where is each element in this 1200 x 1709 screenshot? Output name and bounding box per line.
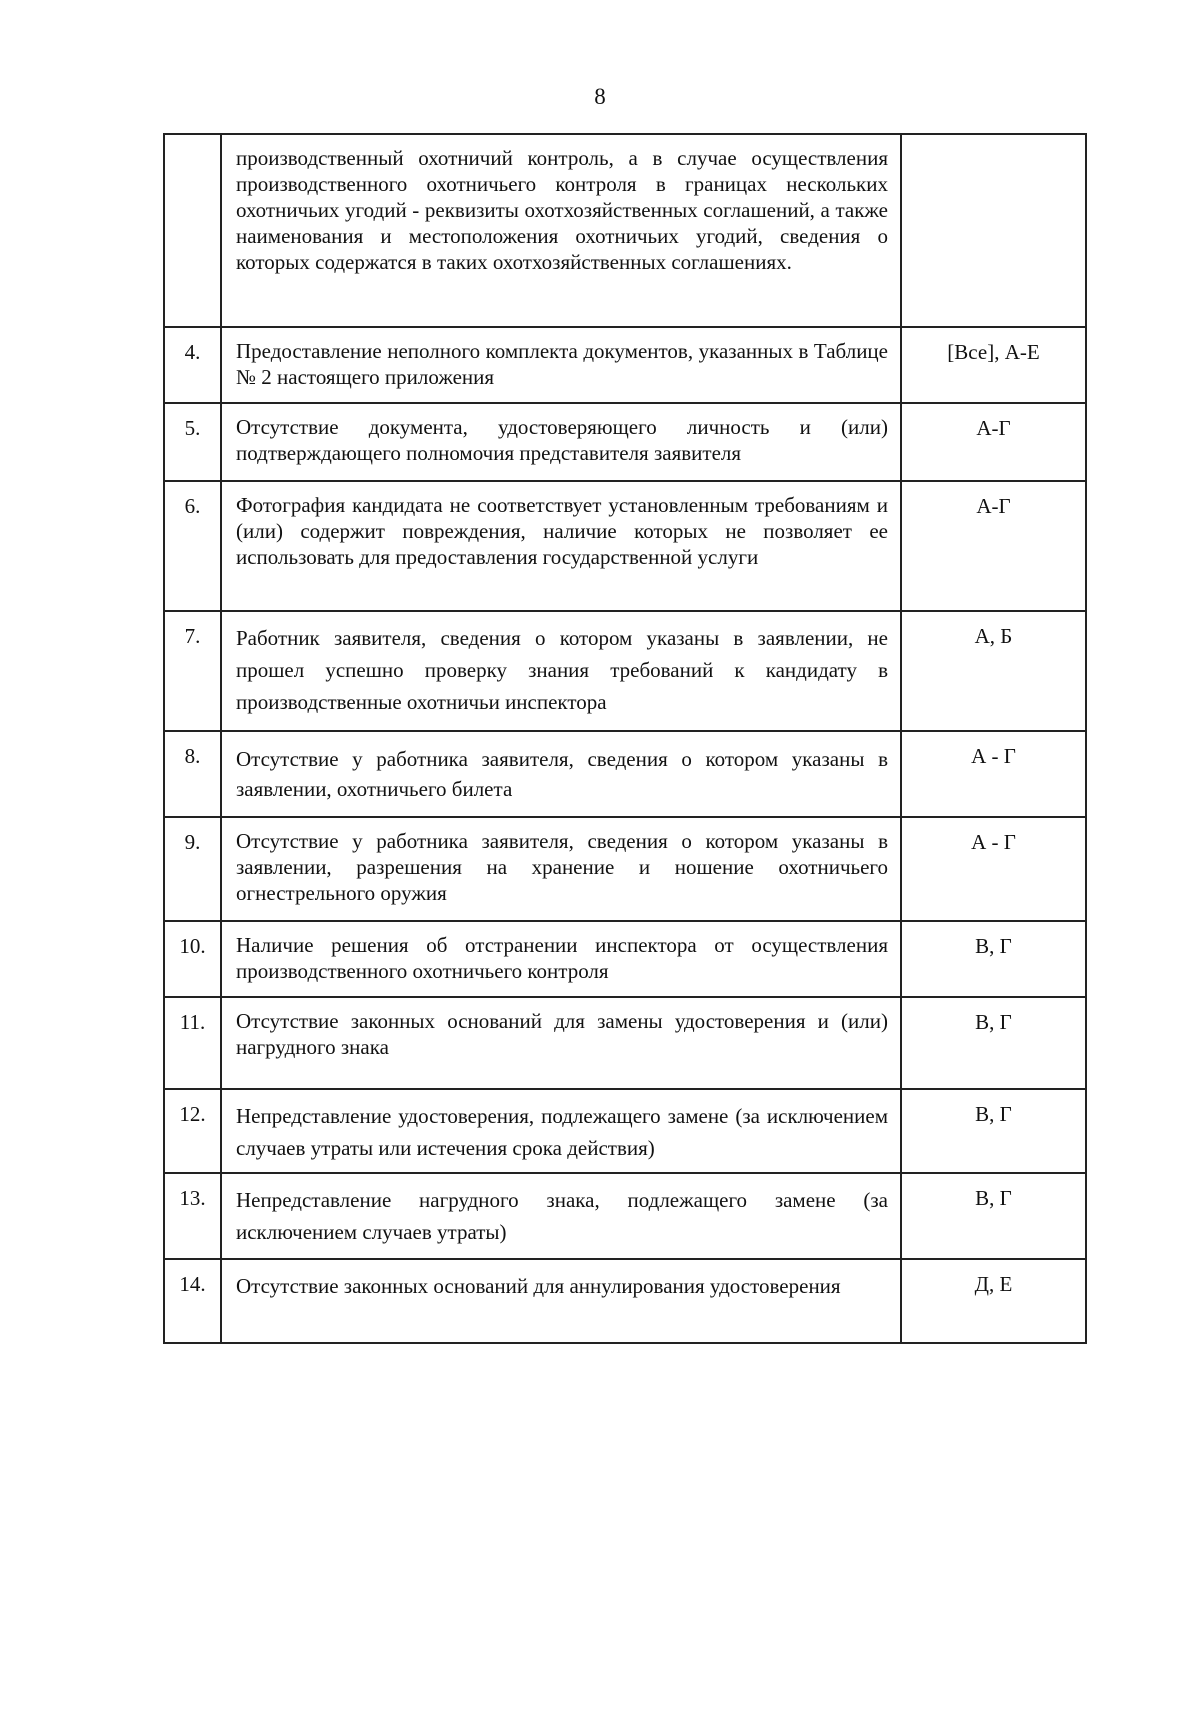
row-number: 14. — [165, 1260, 222, 1342]
row-codes: А - Г — [971, 830, 1016, 854]
row-description: Непредставление нагрудного знака, подлежащего замене (за исключением случаев утраты) — [222, 1174, 902, 1258]
row-number: 8. — [165, 732, 222, 816]
row-description: Предоставление неполного комплекта документов, указанных в Таблице № 2 настоящего приложения — [222, 328, 902, 402]
row-codes: [Все], А-Е — [947, 340, 1040, 364]
row-codes: А-Г — [976, 494, 1011, 518]
row-codes: А - Г — [971, 744, 1016, 768]
row-number: 12. — [165, 1090, 222, 1172]
row-description: Непредставление удостоверения, подлежащего замене (за исключением случаев утраты или истечения срока действия) — [222, 1090, 902, 1172]
table-row — [163, 404, 1087, 482]
table-row — [163, 998, 1087, 1090]
table-row — [163, 482, 1087, 612]
row-number — [165, 135, 222, 326]
row-number: 10. — [165, 922, 222, 996]
page-number: 8 — [594, 84, 606, 109]
row-number: 6. — [165, 482, 222, 610]
row-codes: В, Г — [975, 1186, 1012, 1210]
row-description: Фотография кандидата не соответствует установленным требованиям и (или) содержит повреждения, наличие которых не позволяет ее использовать для предоставления государственной услуги — [222, 482, 902, 610]
table-row — [163, 612, 1087, 732]
grounds-table — [163, 133, 1087, 1344]
row-number: 11. — [165, 998, 222, 1088]
table-row — [163, 732, 1087, 818]
table-row — [163, 1090, 1087, 1174]
table-row — [163, 1174, 1087, 1260]
row-codes: В, Г — [975, 934, 1012, 958]
row-codes: А, Б — [974, 624, 1013, 648]
row-description: Работник заявителя, сведения о котором указаны в заявлении, не прошел успешно проверку знания требований к кандидату в производственные охотничьи инспектора — [222, 612, 902, 730]
table-row — [163, 133, 1087, 328]
row-number: 9. — [165, 818, 222, 920]
row-description: Отсутствие документа, удостоверяющего личность и (или) подтверждающего полномочия представителя заявителя — [222, 404, 902, 480]
row-number: 13. — [165, 1174, 222, 1258]
row-description: Отсутствие у работника заявителя, сведения о котором указаны в заявлении, разрешения на хранение и ношение охотничьего огнестрельного оружия — [222, 818, 902, 920]
row-number: 4. — [165, 328, 222, 402]
row-codes: В, Г — [975, 1102, 1012, 1126]
row-description: Отсутствие законных оснований для замены удостоверения и (или) нагрудного знака — [222, 998, 902, 1088]
row-number: 5. — [165, 404, 222, 480]
row-description: производственный охотничий контроль, а в случае осуществления производственного охотничьего контроля в границах нескольких охотничьих угодий - реквизиты охотхозяйственных соглашений, а также наименования и местоположения охотничьих угодий, сведения о которых содержатся в таких охотхозяйственных соглашениях. — [222, 135, 902, 326]
row-number: 7. — [165, 612, 222, 730]
row-description: Наличие решения об отстранении инспектора от осуществления производственного охотничьего контроля — [222, 922, 902, 996]
table-row — [163, 818, 1087, 922]
row-codes: Д, Е — [974, 1272, 1013, 1296]
table-row — [163, 328, 1087, 404]
row-codes: А-Г — [976, 416, 1011, 440]
row-description: Отсутствие законных оснований для аннулирования удостоверения — [222, 1260, 902, 1342]
row-codes: В, Г — [975, 1010, 1012, 1034]
table-row — [163, 922, 1087, 998]
table-row — [163, 1260, 1087, 1344]
row-description: Отсутствие у работника заявителя, сведения о котором указаны в заявлении, охотничьего билета — [222, 732, 902, 816]
row-codes — [902, 135, 1085, 326]
